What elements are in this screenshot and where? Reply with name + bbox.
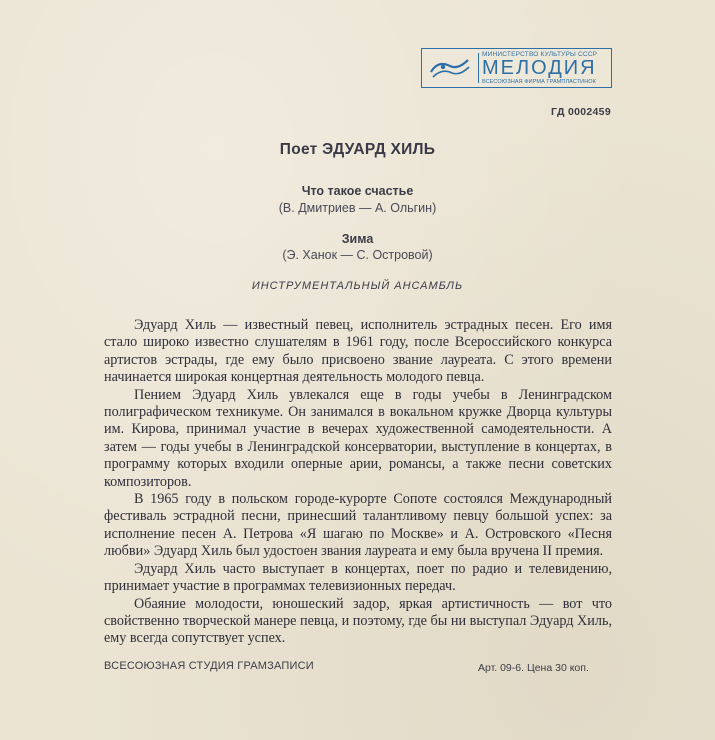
biography-text (104, 317, 612, 648)
melodiya-emblem-icon (428, 54, 472, 82)
melodiya-logo (421, 48, 612, 88)
logo-divider (478, 53, 479, 83)
logo-firm-text: ВСЕСОЮЗНАЯ ФИРМА ГРАМПЛАСТИНОК (482, 79, 596, 85)
song-2-title: Зима (341, 232, 374, 246)
biography-paragraph: Эдуард Хиль — известный певец, исполнитель эстрадных песен. Его имя стало широко известно слушателям в 1961 году, после Всероссийского конкурса артистов эстрады, где ему было присвоено звание лауреата. С этого времени начинается широкая концертная деятельность молодого певца. (104, 317, 612, 386)
biography-paragraph: В 1965 году в польском городе-курорте Сопоте состоялся Международный фестиваль эстрадной песни, принесший талантливому певцу большой успех: за исполнение песен А. Петрова «Я шагаю по Москве» и А. Островского «Песня любви» Эдуард Хиль был удостоен звания лауреата и ему была вручена II премия. (104, 491, 612, 560)
biography-paragraph: Обаяние молодости, юношеский задор, яркая артистичность — вот что свойственно творческой манере певца, и поэтому, где бы ни выступал Эдуард Хиль, ему всегда сопутствует успех. (104, 595, 612, 647)
logo-name: МЕЛОДИЯ (482, 57, 597, 79)
catalog-number: ГД 0002459 (551, 106, 611, 118)
song-1-authors: (В. Дмитриев — А. Ольгин) (278, 201, 437, 215)
logo-ministry-text: МИНИСТЕРСТВО КУЛЬТУРЫ СССР (482, 51, 598, 58)
song-2-authors: (Э. Ханок — С. Островой) (282, 248, 433, 262)
record-title: Поет ЭДУАРД ХИЛЬ (279, 141, 436, 158)
ensemble-label: ИНСТРУМЕНТАЛЬНЫЙ АНСАМБЛЬ (251, 280, 464, 292)
biography-paragraph: Пением Эдуард Хиль увлекался еще в годы учебы в Ленинградском полиграфическом техникуме. Он занимался в вокальном кружке Дворца культуры им. Кирова, принимал участие в вечерах художественной самодеятельности. А затем — годы учебы в Ленинградской консерватории, выступление в концертах, в программу которых входили оперные арии, романсы, а также песни советских композиторов. (104, 386, 612, 490)
price-label: Арт. 09-6. Цена 30 коп. (478, 662, 589, 674)
studio-name: ВСЕСОЮЗНАЯ СТУДИЯ ГРАМЗАПИСИ (104, 660, 314, 672)
song-1-title: Что такое счастье (301, 184, 414, 198)
biography-paragraph: Эдуард Хиль часто выступает в концертах, поет по радио и телевидению, принимает участие в программах телевизионных передач. (104, 560, 612, 595)
